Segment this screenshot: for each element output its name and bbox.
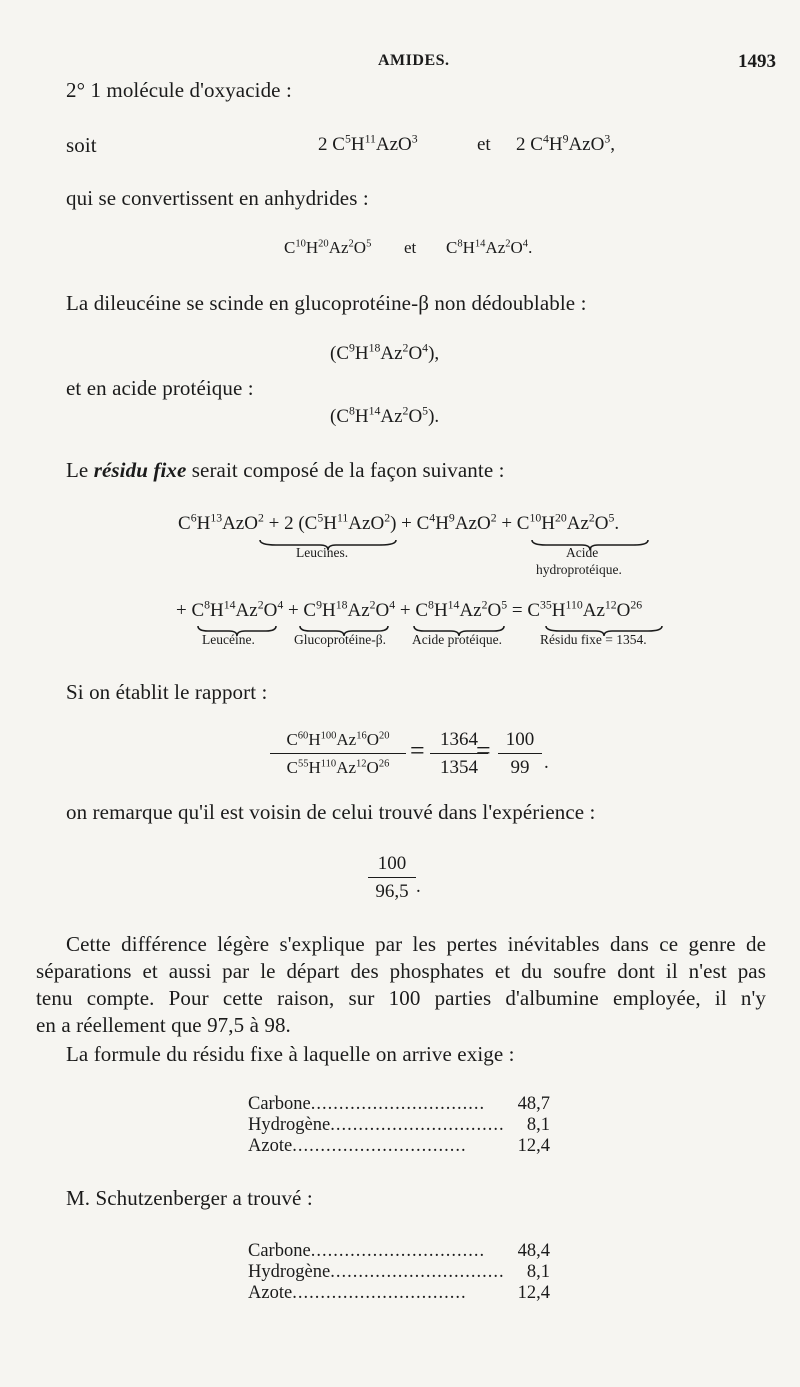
residu-suffix: serait composé de la façon suivante :	[191, 458, 505, 482]
paragraph-line-3: tenu compte. Pour cette raison, sur 100 parties d'albumine employée, il n'y	[36, 986, 766, 1010]
ratio-n1: 1364	[440, 729, 478, 750]
item-2-heading: 2° 1 molécule d'oxyacide :	[66, 78, 292, 102]
element-value: 8,1	[526, 1115, 550, 1135]
page-number: 1493	[738, 51, 776, 72]
element-value: 12,4	[517, 1136, 550, 1156]
soit-word: soit	[66, 133, 97, 157]
composition-table-2	[248, 1241, 550, 1304]
residu-text	[66, 458, 505, 483]
anhydrides-text: qui se convertissent en anhydrides :	[66, 186, 369, 210]
formula-acide-proteique: $(C^8H^{14}Az^2O^5)$.	[330, 404, 440, 427]
paragraph-line-2: séparations et aussi par le départ des phosphates et du soufre dont il n'est pas	[36, 959, 766, 983]
paragraph-line-1: Cette différence légère s'explique par les pertes inévitables dans ce genre de	[66, 932, 766, 956]
experience-period: .	[416, 876, 421, 897]
ratio-formula-num: $C^{60}H^{100}Az^{16}O^{20}$	[286, 730, 390, 749]
residu-prefix: Le	[66, 458, 89, 482]
element-name: Carbone	[248, 1241, 311, 1261]
label-leuceine: Leucéine.	[202, 632, 255, 647]
element-name: Hydrogène	[248, 1115, 331, 1135]
running-header: AMIDES.	[378, 52, 450, 69]
formule-text: La formule du résidu fixe à laquelle on arrive exige :	[66, 1042, 515, 1066]
rapport-text: Si on établit le rapport :	[66, 680, 268, 704]
composition-row: Azote ............................... 12,4	[248, 1283, 550, 1303]
label-leucines: Leucines.	[296, 545, 349, 560]
ratio-formula-fraction	[270, 728, 406, 780]
composition-row: Hydrogène ............................... 8,1	[248, 1262, 550, 1282]
experience-fraction	[368, 852, 416, 904]
anhydrides-conj: et	[404, 238, 417, 257]
equation-line-2: + $C^8H^{14}Az^2O^4 + C^9H^{18}Az^2O^4 + C^8H^{14}Az^2O^5 = C^{35}H^{110}Az^{12}O^{26}$	[176, 598, 643, 621]
ratio-d1: 1354	[440, 757, 478, 778]
element-name: Azote	[248, 1136, 293, 1156]
experience-bar	[368, 877, 416, 878]
residu-italic: résidu fixe	[93, 458, 187, 482]
ratio-formula-den: $C^{55}H^{110}Az^{12}O^{26}$	[286, 758, 390, 777]
schutzenberger-text: M. Schutzenberger a trouvé :	[66, 1186, 313, 1210]
ratio-fraction-2	[498, 728, 542, 780]
composition-row: Hydrogène ............................... 8,1	[248, 1115, 550, 1135]
ratio-n2: 100	[505, 729, 535, 750]
formula-anhydride-2: $C^8H^{14}Az^2O^4$.	[446, 238, 533, 257]
acide-proteique-text: et en acide protéique :	[66, 376, 254, 400]
element-value: 8,1	[526, 1262, 550, 1282]
composition-row: Carbone ............................... 48,7	[248, 1094, 550, 1114]
element-name: Carbone	[248, 1094, 311, 1114]
dileuceine-text: La dileucéine se scinde en glucoprotéine-β non dédoublable :	[66, 291, 587, 315]
ratio-d2: 99	[510, 757, 530, 778]
formula-oxyacide: 2 $C^4H^9AzO^3$,	[516, 132, 615, 155]
paragraph-line-4: en a réellement que 97,5 à 98.	[36, 1013, 291, 1037]
element-value: 48,4	[517, 1241, 550, 1261]
remarque-text: on remarque qu'il est voisin de celui trouvé dans l'expérience :	[66, 800, 596, 824]
element-value: 48,7	[517, 1094, 550, 1114]
equation-line-1: $C^6H^{13}AzO^2 + 2$ $(C^5H^{11}AzO^2) + C^4H^9AzO^2 + C^{10}H^{20}Az^2O^5$.	[178, 511, 620, 534]
label-acide-proteique: Acide protéique.	[412, 632, 502, 647]
equals-sign-1: =	[410, 736, 425, 765]
experience-den: 96,5	[375, 881, 409, 902]
element-name: Hydrogène	[248, 1262, 331, 1282]
formula-anhydride-1: $C^{10}H^{20}Az^2O^5$	[284, 238, 372, 257]
soit-conj: et	[477, 134, 491, 155]
equals-sign-2: =	[476, 736, 491, 765]
label-residu-fixe: Résidu fixe = 1354.	[540, 632, 647, 647]
label-glucoproteine: Glucoprotéine-β.	[294, 632, 386, 647]
experience-num: 100	[377, 853, 407, 874]
label-hydroproteique: hydroprotéique.	[536, 562, 622, 577]
ratio-bar-2	[498, 753, 542, 754]
ratio-formula-bar	[270, 753, 406, 754]
element-value: 12,4	[517, 1283, 550, 1303]
composition-table-1	[248, 1094, 550, 1157]
composition-row: Carbone ............................... 48,4	[248, 1241, 550, 1261]
formula-leucine: 2 $C^5H^{11}AzO^3$	[318, 132, 418, 155]
formula-glucoproteine: $(C^9H^{18}Az^2O^4)$,	[330, 341, 440, 364]
label-acide: Acide	[566, 545, 599, 560]
ratio-period: .	[544, 752, 549, 773]
composition-row: Azote ............................... 12,4	[248, 1136, 550, 1156]
element-name: Azote	[248, 1283, 293, 1303]
